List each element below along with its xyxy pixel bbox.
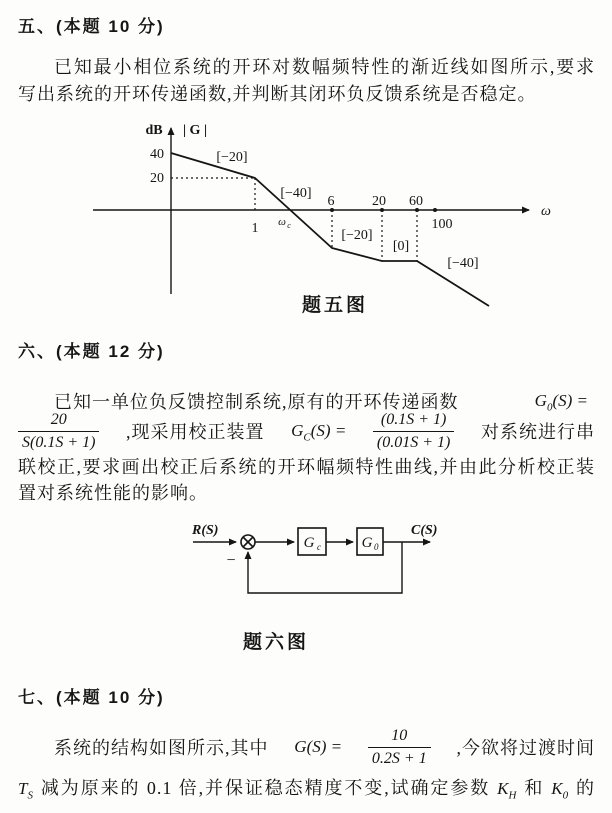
problem7-text-line2 — [18, 776, 595, 801]
k0-base: K — [551, 779, 563, 798]
problem6-text-line4: 置对系统性能的影响。 — [18, 483, 208, 503]
fig5-omega-c: ω — [278, 216, 286, 228]
problem6-line2-text-a: ,现采用校正装置 — [126, 422, 265, 442]
gs-tail: (S) = — [306, 737, 343, 756]
k0-sub: 0 — [562, 789, 569, 802]
ts-base: T — [18, 779, 28, 798]
fig5-xtick-20: 20 — [372, 194, 386, 209]
problem7-line1-text-b: ,今欲将过渡时间 — [456, 738, 595, 758]
problem7-line1-text-a: 系统的结构如图所示,其中 — [54, 738, 269, 758]
fig5-slope-label-1: [−20] — [216, 150, 248, 165]
problem7-text-line1 — [18, 722, 595, 772]
g-fraction-numerator: 10 — [391, 727, 408, 745]
gc-tail: (S) = — [310, 421, 347, 440]
fig6-input-label: R(S) — [192, 523, 219, 538]
fig5-xtick-6: 6 — [327, 194, 335, 209]
fig5-xtick-100: 100 — [431, 217, 453, 232]
g-fraction — [368, 726, 431, 767]
g0-base: G — [534, 391, 547, 410]
problem7-line2-tail: 的 — [575, 778, 596, 798]
fig5-label-G: | G | — [182, 123, 208, 138]
fig6-minus-sign: − — [226, 552, 236, 569]
problem7-and-word: 和 — [523, 778, 545, 798]
problem6-header: 六、(本题 12 分) — [18, 342, 165, 361]
fig6-g0-label-sub: 0 — [374, 542, 379, 552]
fig5-omega-c-sub: c — [287, 221, 291, 230]
gc-fraction-denominator: (0.01S + 1) — [373, 431, 454, 452]
problem6-text-line3: 联校正,要求画出校正后系统的开环幅频特性曲线,并由此分析校正装 — [18, 457, 595, 477]
fig5-slope-label-4: [0] — [392, 239, 410, 254]
gs-base: G — [294, 737, 307, 756]
fig5-bode-plot — [85, 118, 560, 313]
fig5-ytick-20: 20 — [150, 171, 164, 186]
fig5-caption: 题五图 — [302, 295, 369, 316]
ts-sub: S — [27, 789, 33, 802]
fig5-tick-100 — [433, 208, 437, 212]
fig6-caption: 题六图 — [243, 632, 310, 653]
problem6-line1-text: 已知一单位负反馈控制系统,原有的开环传递函数 — [54, 392, 459, 412]
gc-of-s-equals — [291, 421, 347, 444]
gc-fraction-numerator: (0.1S + 1) — [380, 411, 447, 429]
kh-symbol — [497, 779, 517, 802]
fig6-g0-label: G — [361, 535, 373, 551]
g0-fraction — [18, 410, 99, 451]
problem7-header: 七、(本题 10 分) — [18, 688, 165, 707]
fig6-gc-label: G — [303, 535, 315, 551]
g0-fraction-denominator: S(0.1S + 1) — [18, 431, 99, 452]
g-fraction-denominator: 0.2S + 1 — [368, 747, 431, 768]
fig6-output-label: C(S) — [411, 523, 438, 538]
fig5-slope-label-5: [−40] — [447, 256, 479, 271]
fig6-gc-label-sub: c — [317, 542, 321, 552]
problem6-text-line2 — [18, 408, 595, 454]
problem5-text-line1: 已知最小相位系统的开环对数幅频特性的渐近线如图所示,要求 — [54, 57, 595, 77]
fig5-slope-label-3: [−20] — [341, 228, 373, 243]
fig5-xtick-60: 60 — [409, 194, 423, 209]
kh-base: K — [497, 779, 509, 798]
gc-fraction — [373, 410, 454, 451]
fig6-feedback-path — [248, 542, 402, 593]
fig6-block-diagram — [185, 515, 455, 607]
g0-tail: (S) = — [552, 391, 588, 410]
kh-sub: H — [508, 789, 517, 802]
fig5-ytick-40: 40 — [150, 147, 164, 162]
g0-fraction-numerator: 20 — [50, 411, 67, 429]
fig5-slope-label-2: [−40] — [280, 186, 312, 201]
problem6-line2-text-b: 对系统进行串 — [480, 422, 595, 442]
g-of-s-equals — [294, 737, 342, 757]
problem7-line2-mid: 减为原来的 0.1 倍,并保证稳态精度不变,试确定参数 — [39, 778, 491, 798]
gc-sub: C — [303, 431, 311, 444]
problem5-text-line2: 写出系统的开环传递函数,并判断其闭环负反馈系统是否稳定。 — [18, 84, 537, 104]
k0-symbol — [551, 779, 569, 802]
problem5-header: 五、(本题 10 分) — [18, 17, 165, 36]
fig5-xtick-1: 1 — [251, 221, 259, 236]
ts-symbol — [18, 779, 33, 802]
gc-base: G — [291, 421, 304, 440]
g0-sub: 0 — [546, 401, 553, 414]
fig5-label-db: dB — [145, 123, 163, 138]
fig5-xaxis-omega: ω — [541, 204, 551, 219]
